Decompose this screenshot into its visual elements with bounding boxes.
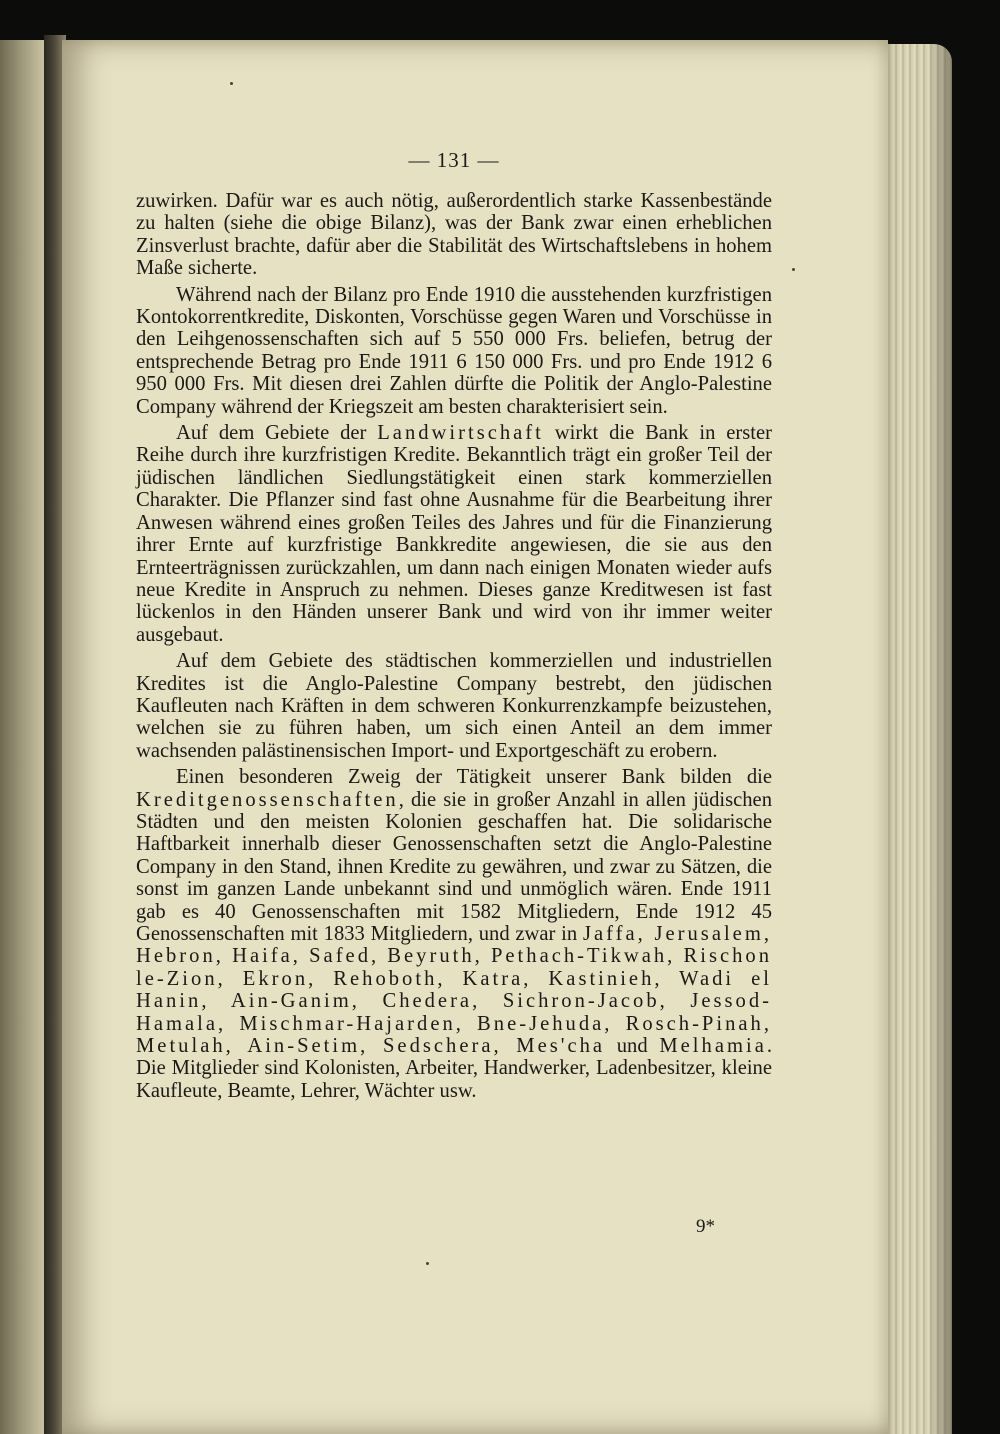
text-run: . Die Mitglieder sind Kolonisten, Arbeiter, Handwerker, Ladenbesitzer, kleine Kaufleute, Beamte, Lehrer, Wächter usw. bbox=[136, 1035, 772, 1102]
spaced-text: Jaffa, Jerusalem, Hebron, Haifa, Safed, Beyruth, Pethach-Tikwah, Rischon le-Zion, Ekron, Rehoboth, Katra, Kastinieh, Wadi el Hanin, Ain-Ganim, Chedera, Sichron-Jacob, Jessod-Hamala, Mischmar-Hajarden, Bne-Jehuda, Rosch-Pinah, Metulah, Ain-Setim, Sedschera, Mes'cha bbox=[136, 923, 772, 1058]
text-run: wirkt die Bank in erster Reihe durch ihre kurzfristigen Kredite. Bekanntlich trägt ein großer Teil der jüdischen ländlichen Siedlungstätigkeit einen stark kommerziellen Charakter. Die Pflanzer sind fast ohne Ausnahme für die Bearbeitung ihrer Anwesen während eines großen Teiles des Jahres und für die Finanzierung ihrer Ernte auf kurzfristige Bankkredite angewiesen, die sie aus den Ernteerträgnissen zurückzahlen, um dann nach einigen Monaten wieder aufs neue Kredite in Anspruch zu nehmen. Dieses ganze Kreditwesen ist fast lückenlos in den Händen unserer Bank und wird von ihr immer weiter ausgebaut. bbox=[136, 422, 772, 646]
spaced-text: Melhamia bbox=[659, 1035, 767, 1058]
book-page bbox=[62, 40, 888, 1434]
paragraph-p4 bbox=[136, 650, 772, 762]
text-run: und bbox=[605, 1035, 660, 1058]
text-run: Während nach der Bilanz pro Ende 1910 die ausstehenden kurzfristigen Kontokorrentkredite, Diskonten, Vorschüsse gegen Waren und Vorschüsse in den Leihgenossenschaften sich auf 5 550 000 Frs. beliefen, betrug der entsprechende Betrag pro Ende 1911 6 150 000 Frs. und pro Ende 1912 6 950 000 Frs. Mit diesen drei Zahlen dürfte die Politik der Anglo-Palestine Company während der Kriegszeit am besten charakterisiert sein. bbox=[136, 283, 772, 418]
text-run: Einen besonderen Zweig der Tätigkeit unserer Bank bilden die bbox=[176, 766, 772, 789]
paper-speck bbox=[230, 82, 233, 85]
body-text bbox=[136, 190, 772, 1106]
signature-mark: 9* bbox=[696, 1216, 715, 1237]
text-run: Auf dem Gebiete der bbox=[176, 422, 378, 445]
text-run: Auf dem Gebiete des städtischen kommerziellen und industriellen Kredites ist die Anglo-Palestine Company bestrebt, den jüdischen Kaufleuten nach Kräften in dem schweren Konkurrenzkampfe beizustehen, welchen sie zu führen haben, um sich einen Anteil an dem immer wachsenden palästinensischen Import- und Exportgeschäft zu erobern. bbox=[136, 650, 772, 762]
spaced-text: Landwirtschaft bbox=[377, 422, 544, 445]
paper-speck bbox=[792, 268, 795, 271]
paragraph-p1 bbox=[136, 190, 772, 280]
paragraph-p2 bbox=[136, 284, 772, 418]
paragraph-p3 bbox=[136, 422, 772, 646]
spaced-text: Kreditgenossenschaften bbox=[136, 788, 399, 811]
text-run: zuwirken. Dafür war es auch nötig, außerordentlich starke Kassenbestände zu halten (siehe die obige Bilanz), was der Bank zwar einen erheblichen Zinsverlust brachte, dafür aber die Stabilität des Wirtschaftslebens in hohem Maße sicherte. bbox=[136, 190, 772, 280]
paper-speck bbox=[426, 1262, 429, 1265]
paragraph-p5 bbox=[136, 766, 772, 1102]
text-run: , die sie in großer Anzahl in allen jüdischen Städten und den meisten Kolonien geschaffen hat. Die solidarische Haftbarkeit innerhalb dieser Genossenschaften setzt die Anglo-Palestine Company in den Stand, ihnen Kredite zu gewähren, und zwar zu Sätzen, die sonst im ganzen Lande unbekannt sind und unmöglich wären. Ende 1911 gab es 40 Genossenschaften mit 1582 Mitgliedern, Ende 1912 45 Genossenschaften mit 1833 Mitgliedern, und zwar in bbox=[136, 788, 772, 945]
page-number: — 131 — bbox=[408, 148, 500, 172]
left-page-edge bbox=[0, 40, 44, 1434]
